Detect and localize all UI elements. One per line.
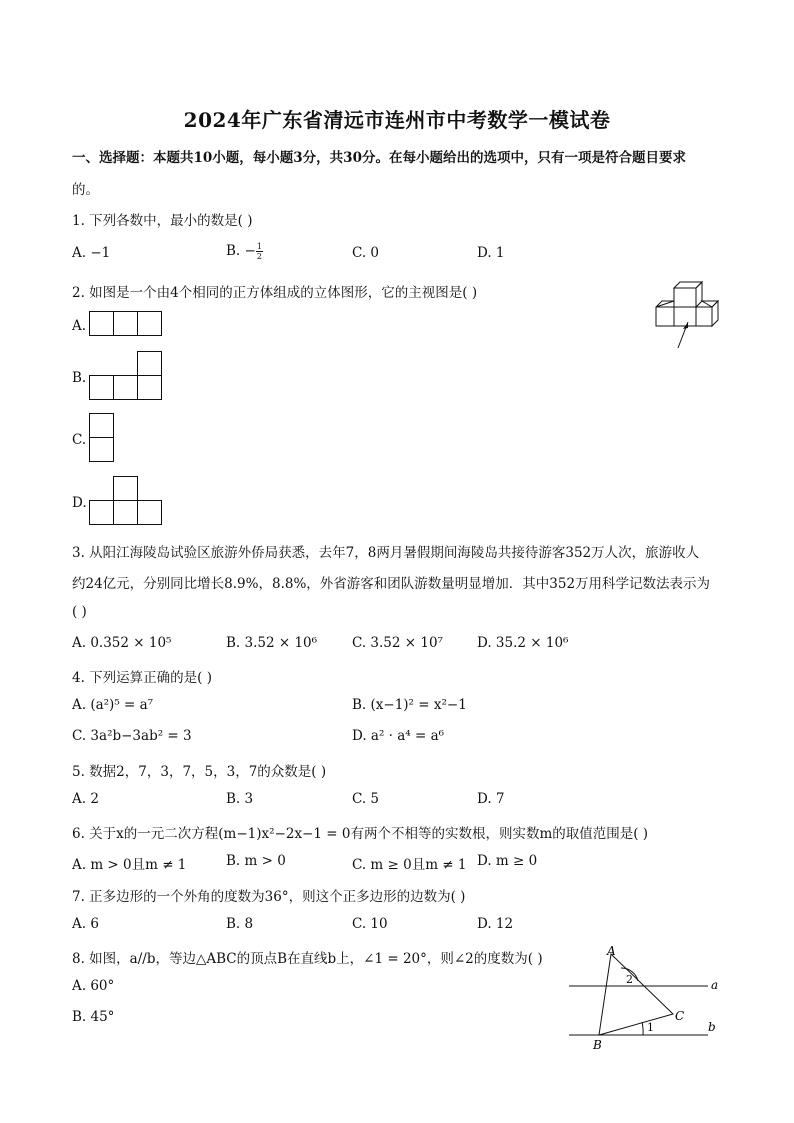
q8-option-b: B. 45° [72, 1009, 115, 1025]
q2-option-c: C. [72, 432, 87, 448]
q4-option-a: A. (a²)⁵ = a⁷ [72, 697, 154, 713]
q7-stem: 7. 正多边形的一个外角的度数为36°，则这个正多边形的边数为( ) [72, 889, 466, 905]
q5-option-d: D. 7 [477, 791, 505, 807]
section-instruction: 一、选择题：本题共10小题，每小题3分，共30分。在每小题给出的选项中，只有一项是符合题目要求 [72, 150, 686, 166]
q6-stem: 6. 关于x的一元二次方程(m−1)x²−2x−1 = 0有两个不相等的实数根，则实数m的取值范围是( ) [72, 826, 649, 842]
q2-option-c-figure [89, 413, 117, 463]
label-C: C [675, 1009, 685, 1023]
label-angle-1: 1 [647, 1021, 654, 1034]
q2-option-b-figure [89, 351, 165, 401]
q2-option-d-figure [89, 476, 165, 526]
angle-1-arc [642, 1022, 643, 1035]
q6-option-c: C. m ≥ 0且m ≠ 1 [352, 857, 467, 873]
q7-option-b: B. 8 [226, 916, 254, 932]
q7-option-a: A. 6 [72, 916, 99, 932]
q1-option-c: C. 0 [352, 245, 380, 261]
q6-option-d: D. m ≥ 0 [477, 853, 538, 869]
q1-stem: 1. 下列各数中，最小的数是( ) [72, 213, 253, 229]
q5-stem: 5. 数据2，7，3，7，5，3，7的众数是( ) [72, 764, 327, 780]
label-a: a [711, 978, 719, 992]
q4-option-c: C. 3a²b−3ab² = 3 [72, 728, 192, 744]
q1-option-a: A. −1 [72, 245, 111, 261]
q3-option-c: C. 3.52 × 10⁷ [352, 635, 443, 651]
q7-option-d: D. 12 [477, 916, 514, 932]
q1-option-b [226, 242, 263, 261]
q8-triangle-figure [565, 942, 725, 1052]
q1-option-d: D. 1 [477, 245, 505, 261]
q3-stem-line2: 约24亿元，分别同比增长8.9%，8.8%，外省游客和团队游数量明显增加．其中352万用科学记数法表示为 [72, 576, 711, 592]
q3-option-d: D. 35.2 × 10⁶ [477, 635, 569, 651]
page-title: 2024年广东省清远市连州市中考数学一模试卷 [183, 108, 611, 132]
q2-solid-figure [650, 280, 725, 355]
q8-stem: 8. 如图，a//b，等边△ABC的顶点B在直线b上，∠1 = 20°，则∠2的度数为( ) [72, 951, 543, 967]
q3-option-a: A. 0.352 × 10⁵ [72, 635, 172, 651]
q1-b-numerator: 1 [256, 242, 262, 251]
q4-stem: 4. 下列运算正确的是( ) [72, 670, 212, 686]
label-angle-2: 2 [626, 973, 633, 986]
label-b: b [708, 1020, 716, 1034]
q1-option-b-prefix: B. − [226, 243, 256, 259]
triangle-abc [599, 954, 673, 1035]
q3-option-b: B. 3.52 × 10⁶ [226, 635, 318, 651]
q3-stem-line3: ( ) [72, 604, 87, 620]
q6-option-a: A. m > 0且m ≠ 1 [72, 857, 187, 873]
q5-option-b: B. 3 [226, 791, 254, 807]
label-A: A [607, 944, 616, 958]
q2-option-a-figure [89, 311, 165, 337]
q5-option-a: A. 2 [72, 791, 99, 807]
q7-option-c: C. 10 [352, 916, 388, 932]
q5-option-c: C. 5 [352, 791, 380, 807]
q4-option-b: B. (x−1)² = x²−1 [352, 697, 467, 713]
q2-option-b: B. [72, 370, 87, 386]
q2-option-a: A. [72, 318, 87, 334]
q8-option-a: A. 60° [72, 978, 115, 994]
q6-option-b: B. m > 0 [226, 853, 286, 869]
q2-stem: 2. 如图是一个由4个相同的正方体组成的立体图形，它的主视图是( ) [72, 285, 478, 301]
q1-option-b-fraction [256, 242, 263, 261]
label-B: B [593, 1038, 602, 1052]
q3-stem-line1: 3. 从阳江海陵岛试验区旅游外侨局获悉，去年7，8两月暑假期间海陵岛共接待游客352万人次，旅游收人 [72, 545, 700, 561]
q1-b-denominator: 2 [256, 252, 262, 261]
q4-option-d: D. a² · a⁴ = a⁶ [352, 728, 445, 744]
section-instruction-cont: 的。 [72, 182, 99, 198]
q2-option-d: D. [72, 495, 87, 511]
